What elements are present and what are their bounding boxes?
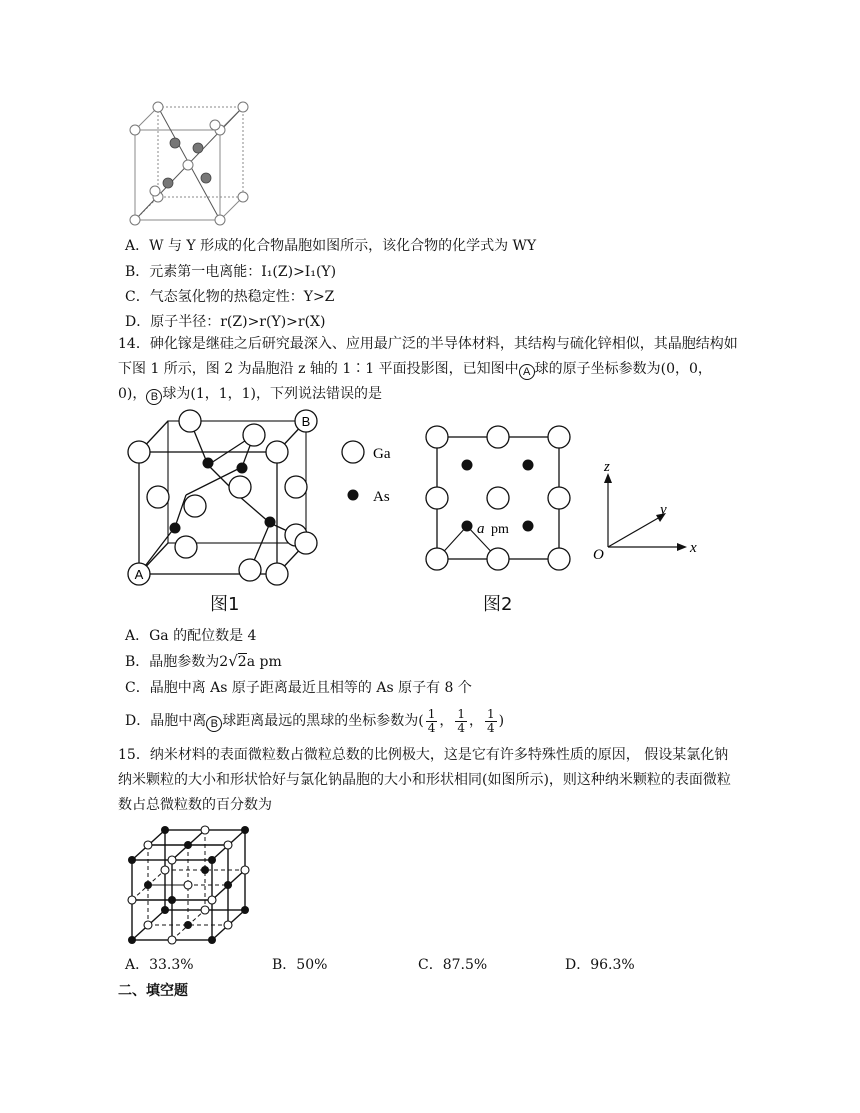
- q14-option-c: C．晶胞中离 As 原子距离最近且相等的 As 原子有 8 个: [125, 680, 472, 696]
- q14-option-d-pre: D．晶胞中离: [125, 713, 207, 729]
- q13-option-c: C．气态氢化物的热稳定性：Y>Z: [125, 289, 335, 305]
- sep-1: ，: [439, 713, 454, 729]
- q14-option-d: [125, 704, 504, 738]
- section-heading: 二、填空题: [118, 983, 188, 999]
- q14-legend: [338, 437, 408, 512]
- q15-stem: 15．纳米材料的表面微粒数占微粒总数的比例极大，这是它有许多特殊性质的原因， 假设某氯化钠纳米颗粒的大小和形状恰好与氯化钠晶胞的大小和形状相同(如图所示)，则这种纳米颗粒的表面微粒数占总微粒数的百分数为: [118, 747, 731, 813]
- q14-option-b-post: a pm: [246, 654, 282, 670]
- fig2-caption: 图2: [483, 594, 513, 615]
- frac-2-num: 1: [457, 706, 465, 721]
- axis-x: x: [690, 540, 697, 556]
- q14-figure2-projection: [420, 420, 580, 580]
- legend-as: As: [373, 489, 390, 505]
- fig1-label-b: B: [301, 414, 311, 429]
- proj-label-a: a: [477, 521, 485, 537]
- fig1-caption: 图1: [210, 594, 240, 615]
- frac-1-den: 4: [427, 720, 436, 735]
- frac-1-num: 1: [427, 706, 436, 721]
- q13-crystal-figure: [120, 95, 255, 230]
- q14-stem-part2: 球的原子坐标参数为(0，0，0)，: [118, 361, 712, 402]
- q14-option-a: A．Ga 的配位数是 4: [125, 628, 257, 644]
- frac-2: [455, 708, 467, 735]
- axis-z: z: [604, 459, 610, 475]
- q15-option-c: C．87.5%: [418, 957, 488, 973]
- frac-3: [485, 708, 497, 735]
- q14-option-b: B．晶胞参数为2√2a pm: [125, 652, 282, 670]
- axis-y: y: [660, 502, 667, 518]
- frac-3-num: 1: [486, 706, 495, 721]
- q14-circle-b: B: [146, 389, 162, 405]
- q14-figure1-unit-cell: [120, 405, 330, 590]
- q15-option-b: B．50%: [272, 957, 328, 973]
- q14-option-b-coef: 2: [219, 654, 229, 670]
- q13-option-b: B．元素第一电离能：I₁(Z)>I₁(Y): [125, 264, 337, 280]
- q14-option-b-radicand: 2: [237, 654, 247, 670]
- q14-option-d-circle: B: [206, 716, 222, 732]
- q14-option-b-pre: B．晶胞参数为: [125, 654, 220, 670]
- q14-stem-part1: 14．砷化镓是继硅之后研究最深入、应用最广泛的半导体材料，其结构与硫化锌相似，其晶胞结构如下图 1 所示，图 2 为晶胞沿 z 轴的 1∶1 平面投影图，已知图中: [118, 336, 738, 377]
- q13-option-a: A．W 与 Y 形成的化合物晶胞如图所示，该化合物的化学式为 WY: [125, 238, 537, 254]
- q15-option-a: A．33.3%: [125, 957, 194, 973]
- q15-option-d: D．96.3%: [565, 957, 635, 973]
- frac-3-den: 4: [486, 720, 495, 735]
- legend-ga: Ga: [373, 446, 391, 462]
- q14-option-d-mid: 球距离最远的黑球的坐标参数为(: [222, 713, 424, 729]
- q13-option-d: D．原子半径：r(Z)>r(Y)>r(X): [125, 314, 326, 330]
- q14-circle-a: A: [519, 364, 535, 380]
- proj-label-pm: pm: [491, 522, 509, 537]
- sep-2: ，: [468, 713, 483, 729]
- q14-stem: [118, 332, 738, 407]
- q15-nacl-figure: [120, 820, 260, 948]
- frac-1: [426, 708, 438, 735]
- q14-option-d-post: ): [498, 713, 505, 729]
- q14-axes: [590, 455, 700, 565]
- axis-o: O: [593, 547, 604, 563]
- frac-2-den: 4: [457, 720, 465, 735]
- fig1-label-a: A: [134, 567, 144, 582]
- q14-stem-part3: 球为(1，1，1)，下列说法错误的是: [162, 386, 383, 402]
